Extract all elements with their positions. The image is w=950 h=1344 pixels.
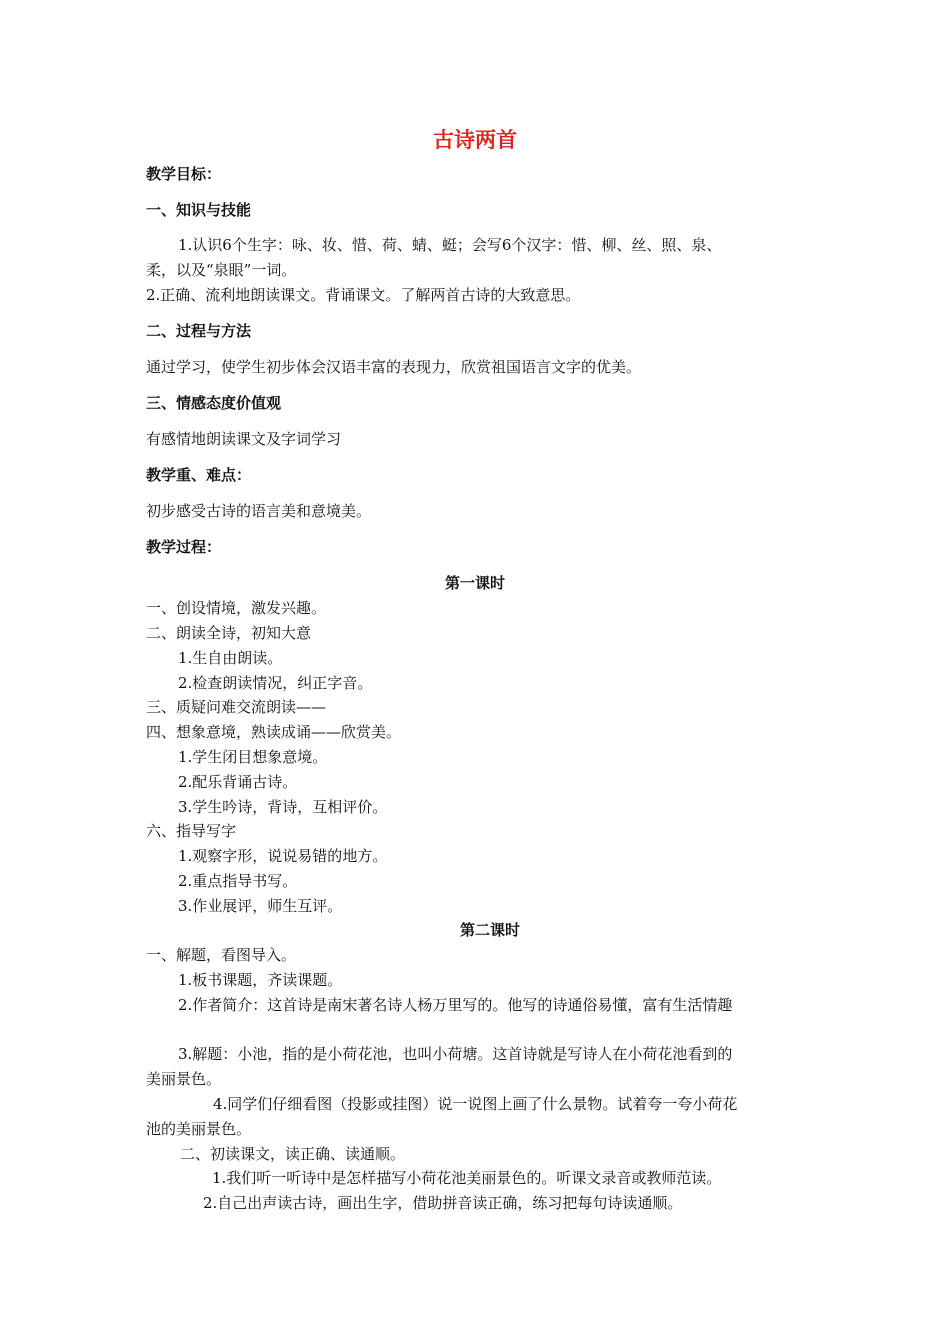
paragraph: 2.正确、流利地朗读课文。背诵课文。了解两首古诗的大致意思。 <box>146 286 581 304</box>
heading-key-points: 教学重、难点： <box>146 466 252 484</box>
paragraph: 柔，以及“泉眼”一词。 <box>146 261 297 279</box>
list-item: 池的美丽景色。 <box>146 1120 252 1138</box>
paragraph: 1.认识6个生字：咏、妆、惜、荷、蜻、蜓；会写6个汉字：惜、柳、丝、照、泉、 <box>178 236 722 254</box>
list-item: 2.配乐背诵古诗。 <box>178 773 298 791</box>
list-item: 1.观察字形，说说易错的地方。 <box>178 847 388 865</box>
heading-objectives: 教学目标： <box>146 165 222 183</box>
list-item: 一、解题，看图导入。 <box>146 946 297 964</box>
list-item: 美丽景色。 <box>146 1070 222 1088</box>
list-item: 二、朗读全诗，初知大意 <box>146 624 312 642</box>
lesson-1-heading: 第一课时 <box>444 574 505 592</box>
list-item: 2.自己出声读古诗，画出生字，借助拼音读正确，练习把每句诗读通顺。 <box>203 1194 683 1212</box>
heading-teaching-process: 教学过程： <box>146 538 222 556</box>
list-item: 1.生自由朗读。 <box>178 649 283 667</box>
list-item: 1.我们听一听诗中是怎样描写小荷花池美丽景色的。听课文录音或教师范读。 <box>212 1169 722 1187</box>
list-item: 1.学生闭目想象意境。 <box>178 748 328 766</box>
page-title: 古诗两首 <box>433 128 517 152</box>
heading-process-method: 二、过程与方法 <box>146 322 252 340</box>
list-item: 四、想象意境，熟读成诵——欣赏美。 <box>146 723 402 741</box>
list-item: 1.板书课题，齐读课题。 <box>178 971 343 989</box>
list-item: 六、指导写字 <box>146 822 237 840</box>
list-item: 2.作者简介：这首诗是南宋著名诗人杨万里写的。他写的诗通俗易懂，富有生活情趣 <box>178 996 733 1014</box>
list-item: 一、创设情境，激发兴趣。 <box>146 599 327 617</box>
list-item: 4.同学们仔细看图（投影或挂图）说一说图上画了什么景物。试着夸一夸小荷花 <box>213 1095 738 1113</box>
list-item: 3.解题：小池，指的是小荷花池，也叫小荷塘。这首诗就是写诗人在小荷花池看到的 <box>178 1045 733 1063</box>
list-item: 3.学生吟诗，背诗，互相评价。 <box>178 798 388 816</box>
list-item: 2.重点指导书写。 <box>178 872 298 890</box>
paragraph: 有感情地朗读课文及字词学习 <box>146 430 342 448</box>
heading-knowledge-skills: 一、知识与技能 <box>146 201 252 219</box>
list-item: 3.作业展评，师生互评。 <box>178 897 343 915</box>
paragraph: 初步感受古诗的语言美和意境美。 <box>146 502 372 520</box>
heading-attitude-values: 三、情感态度价值观 <box>146 394 282 412</box>
paragraph: 通过学习，使学生初步体会汉语丰富的表现力，欣赏祖国语言文字的优美。 <box>146 358 642 376</box>
list-item: 二、初读课文，读正确、读通顺。 <box>180 1145 406 1163</box>
list-item: 三、质疑问难交流朗读—— <box>146 698 327 716</box>
list-item: 2.检查朗读情况，纠正字音。 <box>178 674 373 692</box>
lesson-2-heading: 第二课时 <box>459 921 520 939</box>
